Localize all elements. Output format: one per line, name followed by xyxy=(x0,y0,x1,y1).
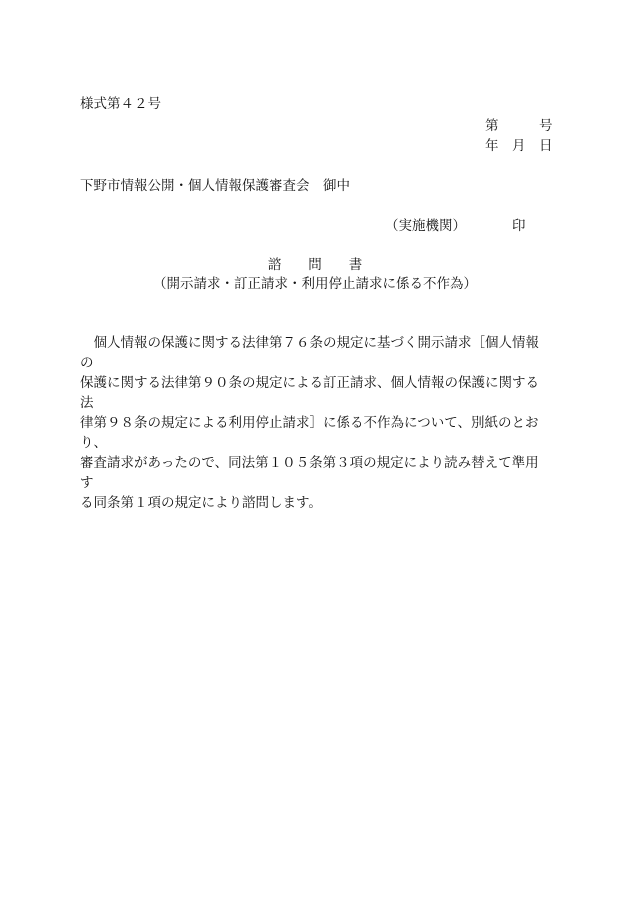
document-date: 年 月 日 xyxy=(485,138,553,154)
seal-mark: 印 xyxy=(512,218,526,234)
document-title: 諮 問 書 xyxy=(267,257,363,273)
addressee: 下野市情報公開・個人情報保護審査会 御中 xyxy=(80,178,350,194)
sender-agency: （実施機関） xyxy=(385,218,466,234)
document-subtitle: （開示請求・訂正請求・利用停止請求に係る不作為） xyxy=(153,276,477,292)
body-paragraph: 個人情報の保護に関する法律第７６条の規定に基づく開示請求［個人情報の 保護に関する法律第９０条の規定による訂正請求、個人情報の保護に関する法 律第９８条の規定による利用停止請求］に係る不作為について、別紙のとおり、 審査請求があったので、同法第１０５条第３項の規定により読み替えて準用す る同条第１項の規定により諮問します。 xyxy=(80,335,539,511)
form-number: 様式第４２号 xyxy=(80,96,161,112)
document-number: 第 号 xyxy=(485,118,553,134)
